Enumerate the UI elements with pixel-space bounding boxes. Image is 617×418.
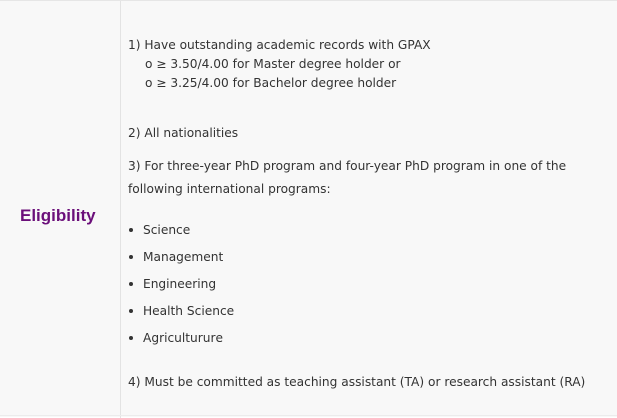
program-label: Engineering (143, 277, 217, 291)
criterion-1-line-2: o ≥ 3.50/4.00 for Master degree holder or (145, 57, 401, 71)
bullet-icon (129, 309, 133, 313)
bullet-icon (129, 228, 133, 232)
program-label: Science (143, 223, 191, 237)
criterion-3-line-1: 3) For three-year PhD program and four-year PhD program in one of the (128, 159, 567, 173)
criterion-3-line-2: following international programs: (128, 182, 331, 196)
criterion-1-line-3: o ≥ 3.25/4.00 for Bachelor degree holder (145, 76, 397, 90)
criteria-cell (128, 1, 610, 418)
program-list-item (128, 276, 216, 292)
program-label: Health Science (143, 304, 235, 318)
program-list-item (128, 249, 223, 265)
program-label: Agricultururе (143, 331, 224, 345)
eligibility-label: Eligibility (20, 206, 96, 225)
program-label: Management (143, 250, 224, 264)
program-list-item (128, 330, 223, 346)
bullet-icon (129, 255, 133, 259)
program-list-item (128, 222, 190, 238)
criterion-2: 2) All nationalities (128, 126, 239, 140)
bullet-icon (129, 282, 133, 286)
label-cell (0, 1, 121, 418)
criterion-1-line-1: 1) Have outstanding academic records with GPAX (128, 38, 431, 52)
row-divider (0, 415, 617, 416)
bullet-icon (129, 336, 133, 340)
criterion-4: 4) Must be committed as teaching assistant (TA) or research assistant (RA) (128, 375, 586, 389)
program-list-item (128, 303, 234, 319)
